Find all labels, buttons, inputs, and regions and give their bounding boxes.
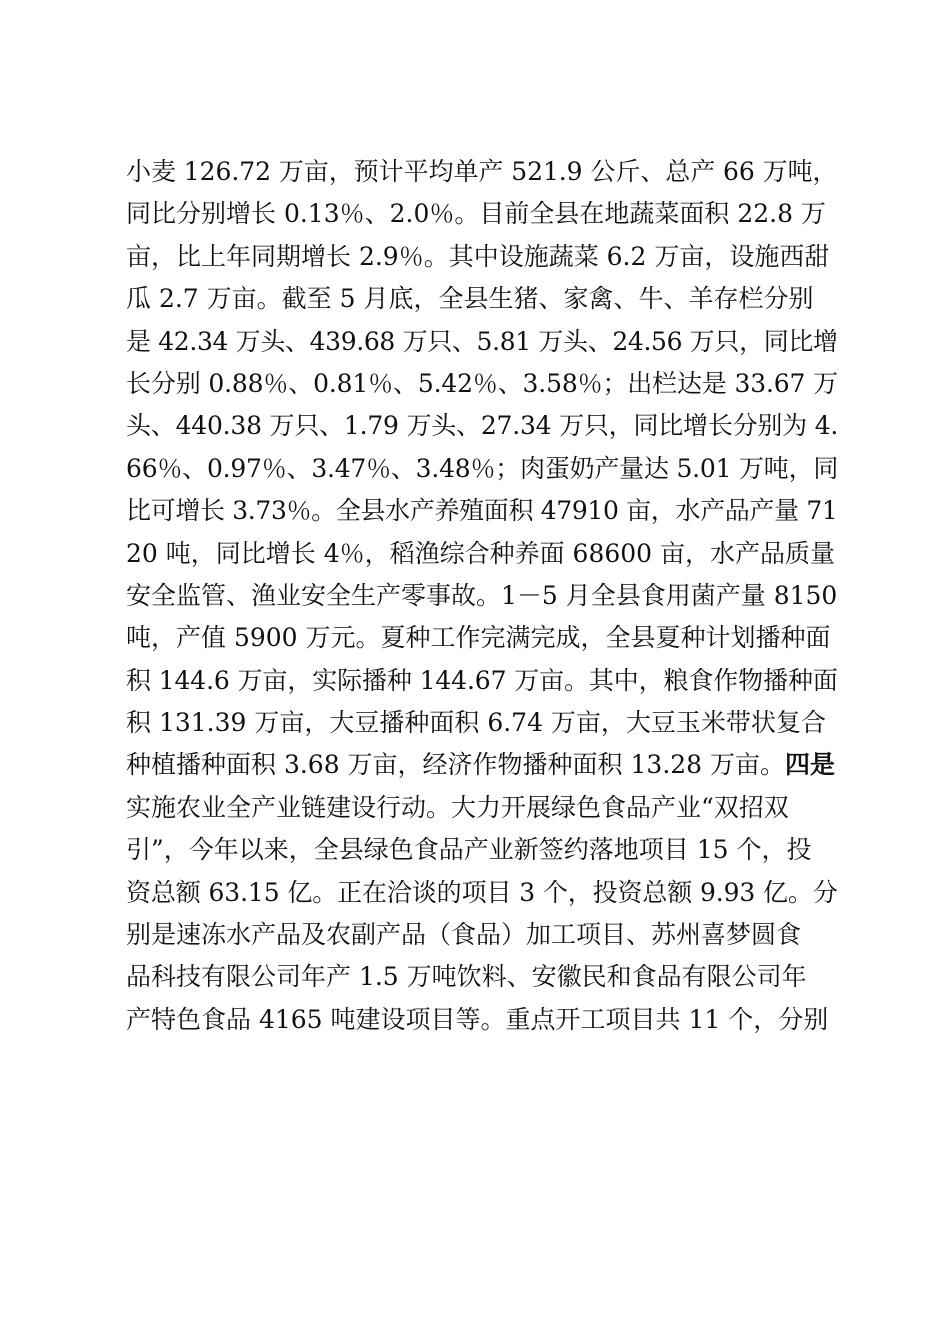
text-line bbox=[126, 829, 838, 871]
text-line bbox=[126, 787, 838, 829]
text-run: 吨，产值 5900 万元。夏种工作完满完成，全县夏种计划播种面 bbox=[126, 623, 831, 653]
text-line bbox=[126, 956, 838, 998]
text-run: 种植播种面积 3.68 万亩，经济作物播种面积 13.28 万亩。 bbox=[126, 750, 786, 780]
text-line bbox=[126, 914, 838, 956]
text-line bbox=[126, 617, 838, 659]
text-run: 品科技有限公司年产 1.5 万吨饮料、安徽民和食品有限公司年 bbox=[126, 962, 807, 992]
text-line bbox=[126, 490, 838, 532]
text-run: 积 144.6 万亩，实际播种 144.67 万亩。其中，粮食作物播种面 bbox=[126, 665, 838, 695]
text-run: 引”，今年以来，全县绿色食品产业新签约落地项目 15 个，投 bbox=[126, 835, 812, 865]
text-line bbox=[126, 533, 838, 575]
text-run: 头、440.38 万只、1.79 万头、27.34 万只，同比增长分别为 4. bbox=[126, 411, 839, 441]
text-line bbox=[126, 575, 838, 617]
text-run: 20 吨，同比增长 4％，稻渔综合种养面 68600 亩，水产品质量 bbox=[126, 538, 836, 568]
text-line bbox=[126, 236, 838, 278]
text-run: 资总额 63.15 亿。正在洽谈的项目 3 个，投资总额 9.93 亿。分 bbox=[126, 877, 838, 907]
text-line bbox=[126, 363, 838, 405]
text-line bbox=[126, 448, 838, 490]
text-run: 同比分别增长 0.13％、2.0％。目前全县在地蔬菜面积 22.8 万 bbox=[126, 199, 826, 229]
text-run: 是 42.34 万头、439.68 万只、5.81 万头、24.56 万只，同比增 bbox=[126, 326, 838, 356]
text-line bbox=[126, 405, 838, 447]
text-line bbox=[126, 702, 838, 744]
text-line bbox=[126, 872, 838, 914]
text-line bbox=[126, 660, 838, 702]
text-run: 比可增长 3.73％。全县水产养殖面积 47910 亩，水产品产量 71 bbox=[126, 496, 838, 526]
body-paragraph bbox=[126, 151, 838, 1041]
text-line bbox=[126, 999, 838, 1041]
text-run: 瓜 2.7 万亩。截至 5 月底，全县生猪、家禽、牛、羊存栏分别 bbox=[126, 284, 814, 314]
section-marker-bold: 四是 bbox=[785, 750, 836, 780]
text-run: 实施农业全产业链建设行动。大力开展绿色食品产业“双招双 bbox=[126, 792, 789, 822]
text-run: 长分别 0.88％、0.81％、5.42％、3.58％；出栏达是 33.67 万 bbox=[126, 368, 838, 398]
text-line bbox=[126, 278, 838, 320]
text-line bbox=[126, 151, 838, 193]
text-line bbox=[126, 321, 838, 363]
text-run: 产特色食品 4165 吨建设项目等。重点开工项目共 11 个，分别 bbox=[126, 1004, 829, 1034]
text-run: 小麦 126.72 万亩，预计平均单产 521.9 公斤、总产 66 万吨， bbox=[126, 157, 838, 186]
text-line bbox=[126, 744, 838, 786]
text-run: 安全监管、渔业安全生产零事故。1－5 月全县食用菌产量 8150 bbox=[126, 580, 838, 610]
text-run: 亩，比上年同期增长 2.9％。其中设施蔬菜 6.2 万亩，设施西甜 bbox=[126, 241, 830, 271]
text-run: 别是速冻水产品及农副产品（食品）加工项目、苏州喜梦圆食 bbox=[126, 920, 802, 950]
text-run: 积 131.39 万亩，大豆播种面积 6.74 万亩，大豆玉米带状复合 bbox=[126, 708, 826, 738]
text-run: 66％、0.97％、3.47％、3.48％；肉蛋奶产量达 5.01 万吨，同 bbox=[126, 453, 839, 483]
text-line bbox=[126, 193, 838, 235]
